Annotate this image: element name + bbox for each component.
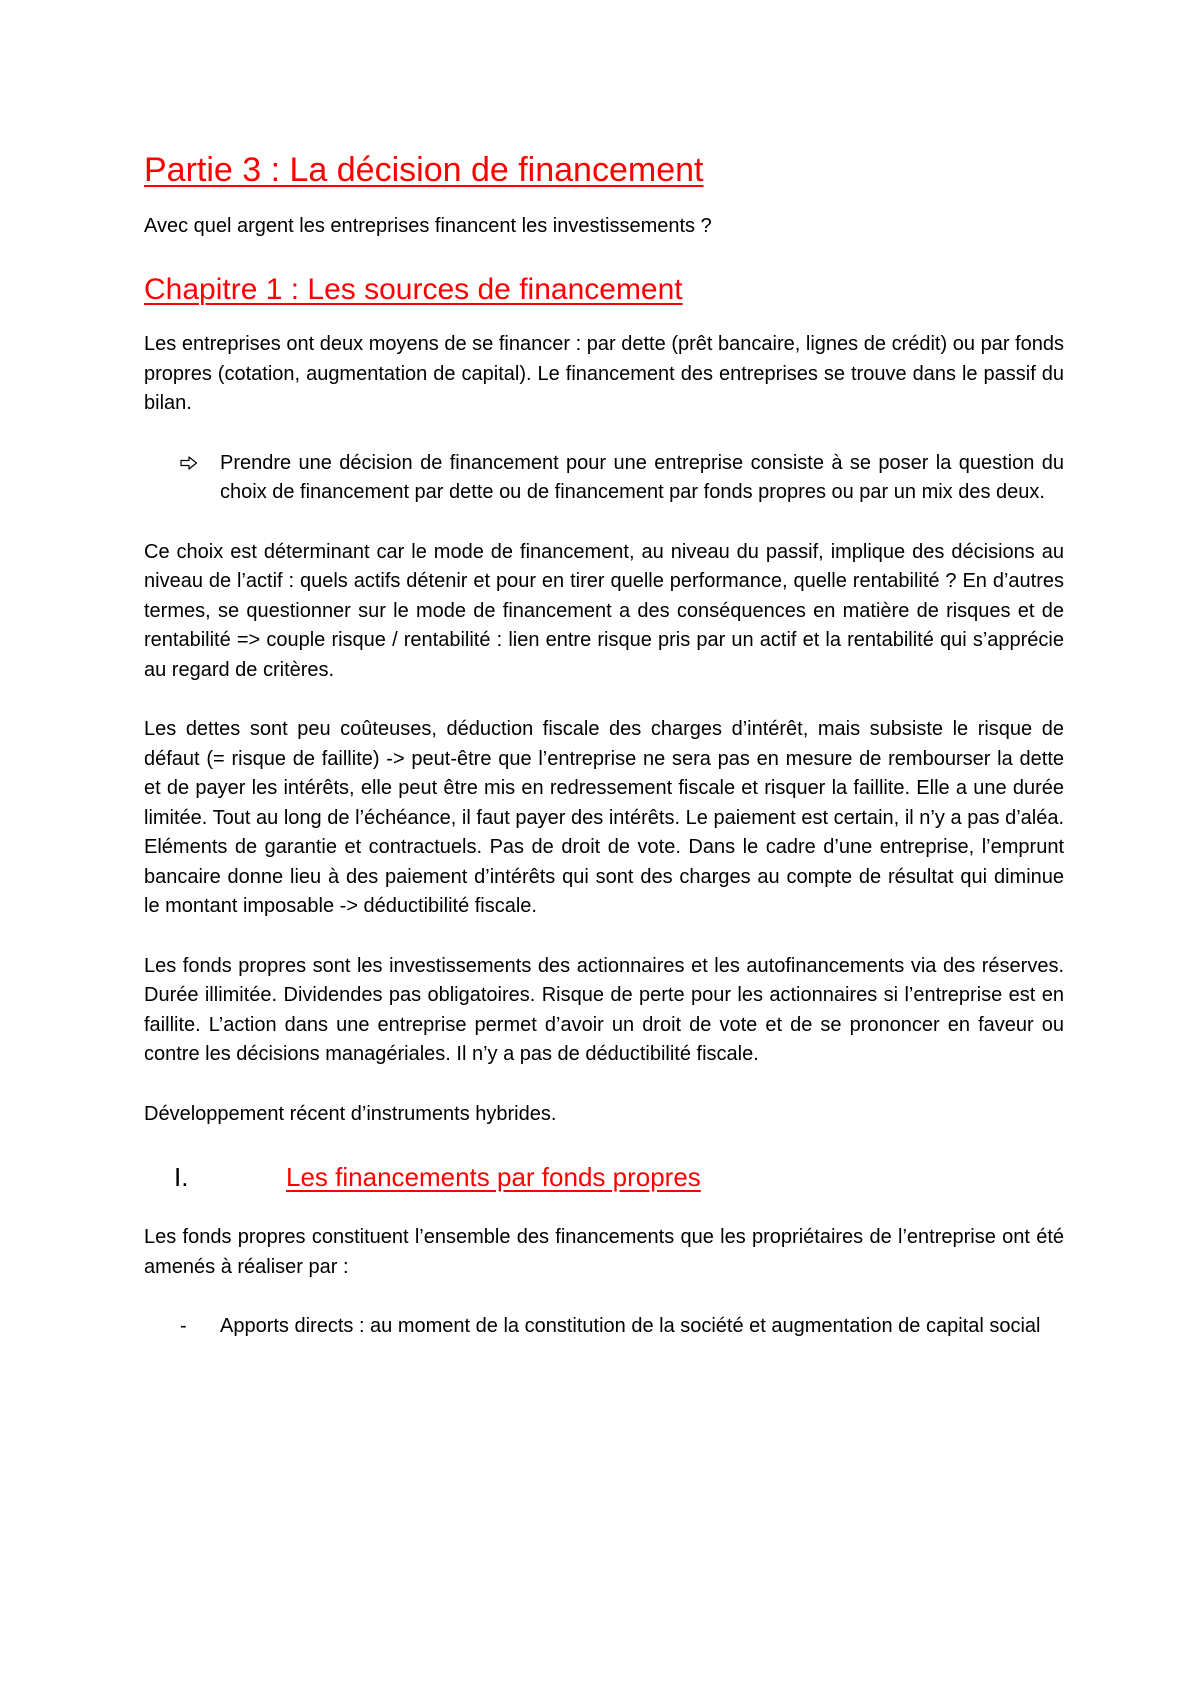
section-number: I. [174, 1162, 189, 1192]
dash-marker: - [180, 1315, 187, 1337]
document-body [144, 148, 1064, 1372]
list-item [144, 1312, 1064, 1342]
paragraph-intro: Les entreprises ont deux moyens de se financer : par dette (prêt bancaire, lignes de crédit) ou par fonds propres (cotation, augmentation de capital). Le financement des entreprises se trouve dans le passif du bilan. [144, 333, 1064, 414]
paragraph-equity: Les fonds propres sont les investissements des actionnaires et les autofinancements via des réserves. Durée illimitée. Dividendes pas obligatoires. Risque de perte pour les actionnaires si l’entreprise est en faillite. L’action dans une entreprise permet d’avoir un droit de vote et de se prononcer en faveur ou contre les décisions managériales. Il n’y a pas de déductibilité fiscale. [144, 954, 1064, 1065]
section-title: Les financements par fonds propres [286, 1162, 701, 1192]
paragraph-debts: Les dettes sont peu coûteuses, déduction fiscale des charges d’intérêt, mais subsiste le risque de défaut (= risque de faillite) -> peut-être que l’entreprise ne sera pas en mesure de rembourser la dette et de payer les intérêts, elle peut être mis en redressement fiscale et risquer la faillite. Elle a une durée limitée. Tout au long de l’échéance, il faut payer des intérêts. Le paiement est certain, il n’y a pas d’aléa. Eléments de garantie et contractuels. Pas de droit de vote. Dans le cadre d’une entreprise, l’emprunt bancaire donne lieu à des paiement d’intérêts qui sont des charges au compte de résultat qui diminue le montant imposable -> déductibilité fiscale. [144, 718, 1064, 917]
section-heading [144, 1159, 1064, 1195]
list-item-text: Apports directs : au moment de la constitution de la société et augmentation de capital social [220, 1315, 1041, 1337]
page-title: Partie 3 : La décision de financement [144, 151, 704, 189]
paragraph-equity-definition: Les fonds propres constituent l’ensemble des financements que les propriétaires de l’entreprise ont été amenés à réaliser par : [144, 1226, 1064, 1278]
paragraph-hybrid: Développement récent d’instruments hybrides. [144, 1102, 557, 1125]
subtitle-question: Avec quel argent les entreprises financent les investissements ? [144, 215, 712, 237]
bullet-text: Prendre une décision de financement pour une entreprise consiste à se poser la question du choix de financement par dette ou de financement par fonds propres ou par un mix des deux. [220, 451, 1064, 503]
paragraph-choice: Ce choix est déterminant car le mode de financement, au niveau du passif, implique des décisions au niveau de l’actif : quels actifs détenir et pour en tirer quelle performance, quelle rentabilité ? En d’autres termes, se questionner sur le mode de financement a des conséquences en matière de risques et de rentabilité => couple risque / rentabilité : lien entre risque pris par un actif et la rentabilité qui s’apprécie au regard de critères. [144, 540, 1064, 681]
arrow-right-icon [180, 449, 220, 479]
chapter-heading: Chapitre 1 : Les sources de financement [144, 273, 683, 306]
bullet-item [144, 449, 1064, 508]
